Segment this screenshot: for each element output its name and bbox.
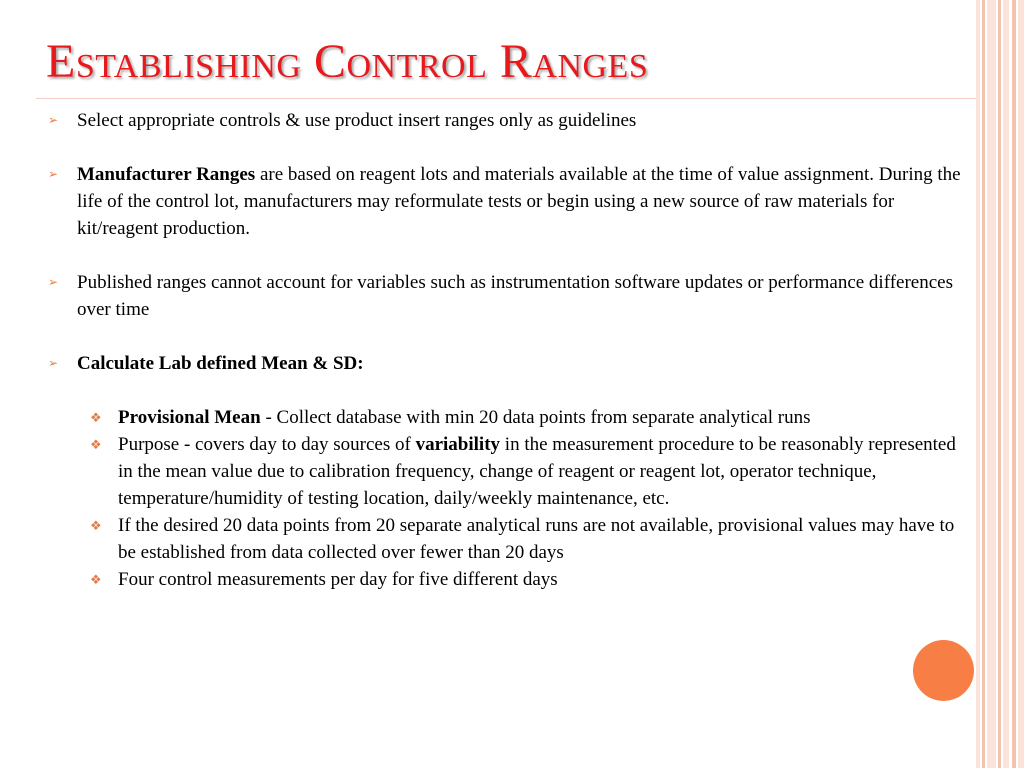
diamond-bullet-icon: ❖: [90, 518, 102, 533]
sub-bullet-text: Purpose - covers day to day sources of: [118, 434, 416, 455]
bullet-item: [48, 161, 963, 242]
bullet-item: [48, 269, 963, 323]
arrow-bullet-icon: ➢: [48, 167, 59, 181]
decorative-side-stripes: [976, 0, 1024, 768]
bullet-text: are based on reagent lots and materials available at the time of value assignment. During the life of the control lot, manufacturers may reformulate tests or begin using a new source of raw materials for kit/reagent production.: [77, 164, 961, 239]
sub-bullet-text: in the measurement procedure to be reasonably represented in the mean value due to calibration frequency, change of reagent or reagent lot, operator technique, temperature/humidity of testing location, daily/weekly maintenance, etc.: [118, 434, 956, 509]
sub-bullet-item: [48, 431, 963, 512]
bullet-bold-text: Manufacturer Ranges: [77, 164, 256, 185]
sub-bullet-item: [48, 512, 963, 566]
sub-bullet-bold-text: Provisional Mean: [118, 407, 261, 428]
bullet-item: [48, 350, 963, 377]
bullet-text: Published ranges cannot account for variables such as instrumentation software updates or performance differences over time: [77, 272, 953, 320]
sub-bullet-bold-text: variability: [415, 434, 501, 455]
sub-bullet-item: [48, 566, 963, 593]
slide-title: Establishing Control Ranges: [46, 35, 649, 88]
arrow-bullet-icon: ➢: [48, 113, 59, 127]
arrow-bullet-icon: ➢: [48, 275, 59, 289]
sub-bullet-text: - Collect database with min 20 data points from separate analytical runs: [260, 407, 811, 428]
sub-bullet-text: Four control measurements per day for five different days: [118, 569, 558, 590]
sub-bullet-text: If the desired 20 data points from 20 separate analytical runs are not available, provisional values may have to be established from data collected over fewer than 20 days: [118, 515, 955, 563]
sub-bullet-item: [48, 404, 963, 431]
bullet-text: Select appropriate controls & use product insert ranges only as guidelines: [77, 110, 637, 131]
slide-body: [48, 107, 963, 593]
diamond-bullet-icon: ❖: [90, 410, 102, 425]
diamond-bullet-icon: ❖: [90, 437, 102, 452]
diamond-bullet-icon: ❖: [90, 572, 102, 587]
bullet-bold-text: Calculate Lab defined Mean & SD:: [77, 353, 364, 374]
arrow-bullet-icon: ➢: [48, 356, 59, 370]
bullet-item: [48, 107, 963, 134]
title-divider: [36, 98, 976, 99]
decorative-orange-circle: [913, 640, 974, 701]
